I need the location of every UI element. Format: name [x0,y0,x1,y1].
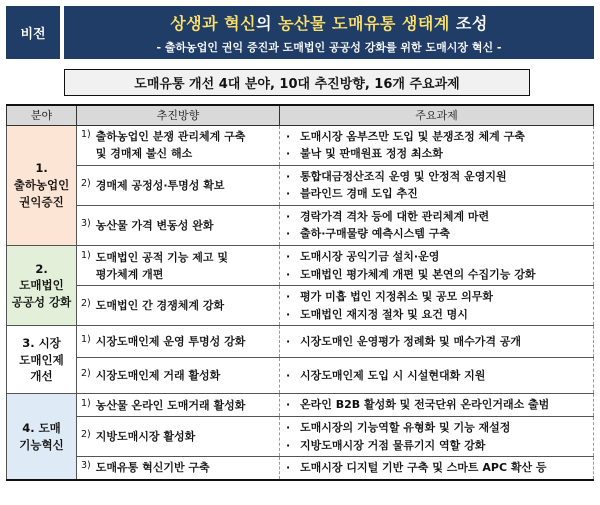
task-item [286,225,587,243]
area-label-line: 권익증진 [19,194,64,209]
direction-cell [77,286,280,326]
task-cell [280,358,594,394]
bullet-icon: · [286,307,291,321]
area-label-line: 3. 시장 [22,335,61,350]
task-item [286,145,587,163]
area-label-line: 1. [35,161,48,176]
table-row [7,205,594,245]
task-text: 도매법인 재지정 절차 및 요건 명시 [300,307,468,321]
direction-cell [77,205,280,245]
header-area: 분야 [7,105,77,125]
direction-text-cont: 및 경매제 불신 해소 [95,147,193,161]
direction-cell [77,326,280,358]
vision-subtitle: - 출하농업인 권익 증진과 도매법인 공공성 강화를 위한 도매시장 혁신 - [156,40,502,54]
bullet-icon: · [286,267,291,281]
task-text: 온라인 B2B 활성화 및 전국단위 온라인거래소 출범 [300,398,550,412]
task-item [286,333,587,351]
task-text: 블라인드 경매 도입 추진 [300,187,418,201]
task-cell [280,394,594,417]
bullet-icon: · [286,209,291,223]
direction-text: 도매유통 혁신기반 구축 [95,461,210,475]
vision-title-part-3: 농산물 도매유통 생태계 [278,13,450,33]
direction-number: 2) [81,429,91,441]
area-label-line: 공공성 강화 [11,295,72,310]
direction-text: 지방도매시장 활성화 [95,430,196,444]
task-cell [280,165,594,205]
direction-text: 농산물 온라인 도매거래 활성화 [95,398,246,412]
strategy-table [6,104,594,481]
table-row [7,417,594,457]
table-row [7,326,594,358]
table-row [7,286,594,326]
task-text: 출하·구매물량 예측시스템 구축 [300,227,450,241]
table-row [7,457,594,480]
table-row [7,394,594,417]
area-label-line: 2. [35,261,48,276]
bullet-icon: · [286,335,291,349]
area-cell [7,125,77,246]
task-item [286,168,587,186]
task-cell [280,417,594,457]
area-label-line: 4. 도매 [22,420,61,435]
direction-text: 도매법인 공적 기능 제고 및 [95,250,228,264]
task-text: 도매시장 공익기금 설치·운영 [300,250,440,264]
vision-title [170,11,488,34]
area-cell [7,246,77,326]
task-cell [280,205,594,245]
direction-cell [77,394,280,417]
task-item [286,185,587,203]
direction-text-cont: 평가체계 개편 [95,267,164,281]
task-text: 지방도매시장 거점 물류기지 역할 강화 [300,438,486,452]
direction-cell [77,417,280,457]
area-label-line: 도매인제 [19,352,64,367]
task-item [286,306,587,324]
direction-text: 출하농업인 분쟁 관리체계 구축 [95,130,246,144]
table-row [7,358,594,394]
task-text: 도매시장의 기능역할 유형화 및 기능 재설정 [300,421,511,435]
bullet-icon: · [286,290,291,304]
vision-banner [64,6,594,59]
direction-number: 1) [81,129,91,141]
task-item [286,208,587,226]
bullet-icon: · [286,369,291,383]
direction-cell [77,125,280,165]
table-row [7,246,594,286]
direction-number: 1) [81,397,91,409]
task-item [286,396,587,414]
table-body [7,125,594,480]
bullet-icon: · [286,421,291,435]
header-task: 주요과제 [280,105,594,125]
direction-number: 3) [81,217,91,229]
vision-title-part-4: 조성 [449,13,488,33]
bullet-icon: · [286,169,291,183]
direction-number: 2) [81,368,91,380]
task-text: 도매법인 평가체계 개편 및 본연의 수집기능 강화 [300,267,536,281]
area-label-line: 기능혁신 [19,437,64,452]
task-item [286,419,587,437]
bullet-icon: · [286,129,291,143]
task-cell [280,457,594,480]
task-item [286,437,587,455]
vision-title-part-2: 의 [256,13,279,33]
area-label-line: 도매법인 [19,278,64,293]
direction-number: 1) [81,334,91,346]
task-cell [280,326,594,358]
area-cell [7,326,77,394]
area-label-line: 개선 [30,369,53,384]
task-cell [280,246,594,286]
bullet-icon: · [286,227,291,241]
direction-text: 경매제 공정성·투명성 확보 [95,178,225,192]
table-row [7,165,594,205]
task-item [286,266,587,284]
task-text: 도매시장 옴부즈만 도입 및 분쟁조정 체계 구축 [300,129,525,143]
vision-title-part-1: 상생과 혁신 [170,13,257,33]
task-text: 평가 미흡 법인 지정취소 및 공모 의무화 [300,290,493,304]
direction-text: 농산물 가격 변동성 완화 [95,218,214,232]
task-text: 도매시장 디지털 기반 구축 및 스마트 APC 확산 등 [300,461,547,475]
bullet-icon: · [286,398,291,412]
direction-number: 2) [81,177,91,189]
direction-number: 3) [81,460,91,472]
header-direction: 추진방향 [77,105,280,125]
direction-text: 도매법인 간 경쟁체계 강화 [95,299,225,313]
task-cell [280,125,594,165]
area-cell [7,394,77,480]
vision-label: 비전 [6,6,60,59]
bullet-icon: · [286,250,291,264]
bullet-icon: · [286,438,291,452]
direction-text: 시장도매인제 거래 활성화 [95,369,221,383]
bullet-icon: · [286,461,291,475]
table-header-row [7,105,594,125]
direction-cell [77,358,280,394]
area-label-line: 출하농업인 [13,177,70,192]
task-item [286,459,587,477]
task-text: 경락가격 격차 등에 대한 관리체계 마련 [300,209,490,223]
bullet-icon: · [286,147,291,161]
task-item [286,288,587,306]
direction-cell [77,165,280,205]
task-text: 시장도매인 운영평가 정례화 및 매수가격 공개 [300,335,522,349]
task-cell [280,286,594,326]
task-item [286,248,587,266]
task-text: 불낙 및 판매원표 정정 최소화 [300,147,443,161]
direction-cell [77,457,280,480]
bullet-icon: · [286,187,291,201]
direction-number: 2) [81,298,91,310]
summary-bar: 도매유통 개선 4대 분야, 10대 추진방향, 16개 주요과제 [64,69,530,96]
task-text: 통합대금정산조직 운영 및 안정적 운영지원 [300,169,507,183]
task-item [286,367,587,385]
task-item [286,128,587,146]
task-text: 시장도매인제 도입 시 시설현대화 지원 [300,369,486,383]
direction-text: 시장도매인제 운영 투명성 강화 [95,335,246,349]
direction-number: 1) [81,249,91,261]
direction-cell [77,246,280,286]
table-row [7,125,594,165]
